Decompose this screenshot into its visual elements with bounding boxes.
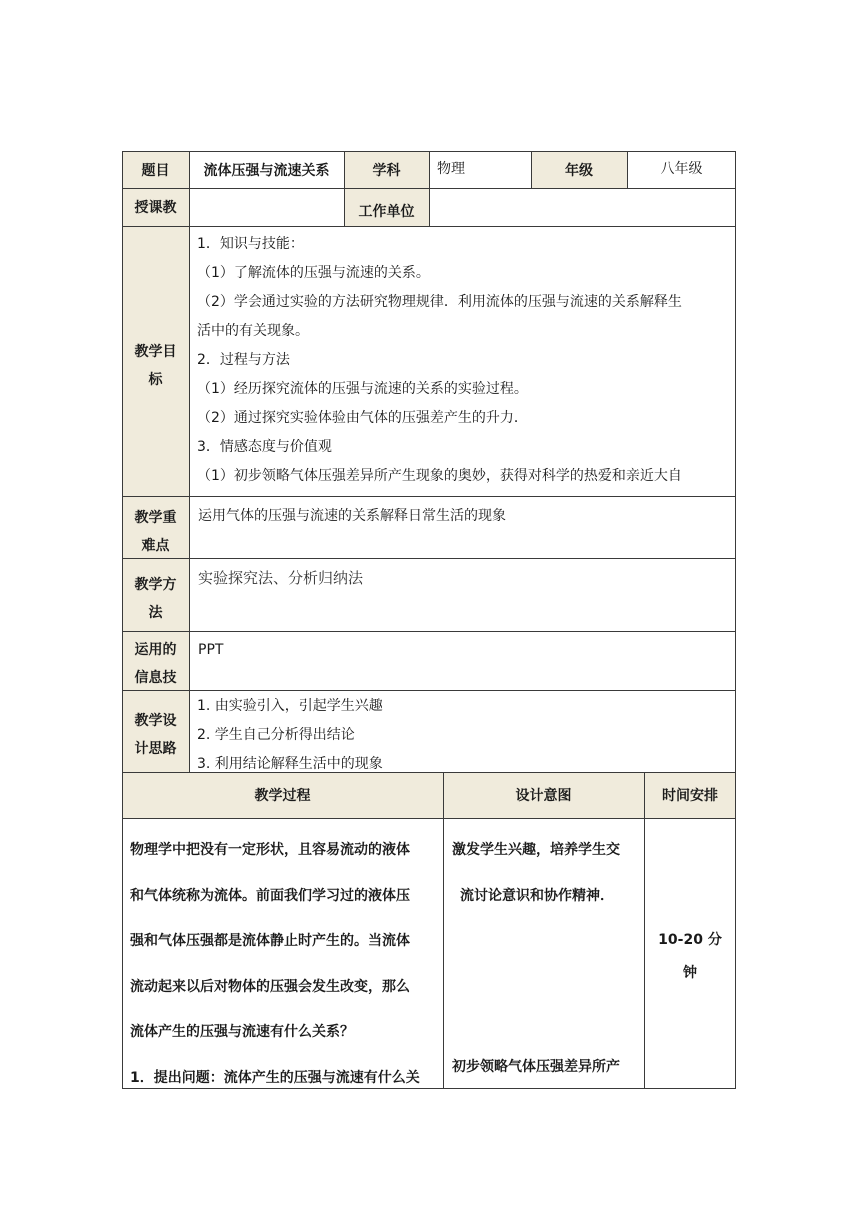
objective-line: 1．知识与技能：	[197, 236, 304, 252]
process-line: 物理学中把没有一定形状，且容易流动的液体	[130, 842, 410, 858]
teacher-label: 授课教	[134, 200, 177, 216]
objective-line: 活中的有关现象。	[197, 323, 309, 339]
difficulty-value: 运用气体的压强与流速的关系解释日常生活的现象	[198, 508, 506, 524]
objective-line: 3．情感态度与价值观	[197, 439, 332, 455]
grade-label: 年级	[565, 162, 593, 179]
design-item: 1. 由实验引入，引起学生兴趣	[197, 698, 383, 714]
col-divider	[531, 151, 532, 188]
tech-label: 运用的信息技	[134, 642, 177, 686]
topic-label: 题目	[141, 162, 170, 179]
process-line: 流体产生的压强与流速有什么关系？	[130, 1024, 354, 1040]
subject-value: 物理	[437, 161, 465, 177]
process-content	[130, 828, 440, 1101]
teacher-value	[189, 188, 344, 226]
process-line: 强和气体压强都是流体静止时产生的。当流体	[130, 933, 410, 949]
row-divider	[122, 631, 736, 632]
intent-line: 激发学生兴趣，培养学生交	[452, 842, 620, 858]
grade-value: 八年级	[660, 161, 703, 177]
col-divider	[443, 772, 444, 1088]
table-border	[122, 151, 123, 1089]
intent-line: 流讨论意识和协作精神．	[460, 887, 614, 904]
topic-value: 流体压强与流速关系	[203, 162, 330, 179]
time-line: 10-20 分	[658, 932, 722, 948]
col-divider	[627, 151, 628, 188]
objective-line: 2．过程与方法	[197, 352, 290, 368]
row-divider	[122, 226, 736, 227]
row-divider	[122, 558, 736, 559]
design-content	[189, 690, 736, 772]
objective-line: （1）初步领略气体压强差异所产生现象的奥妙，获得对科学的热爱和亲近大自	[197, 468, 682, 484]
intent-content	[452, 828, 640, 919]
process-header: 教学过程	[254, 788, 311, 804]
col-divider	[344, 151, 345, 226]
objective-line: （1）经历探究流体的压强与流速的关系的实验过程。	[197, 381, 528, 397]
table-border	[735, 151, 736, 1089]
design-item: 2. 学生自己分析得出结论	[197, 727, 355, 743]
objective-line: （2）通过探究实验体验由气体的压强差产生的升力．	[197, 410, 528, 426]
table-border	[122, 1088, 736, 1089]
objectives-content	[189, 226, 736, 496]
intent-line: 初步领略气体压强差异所产	[452, 1059, 620, 1075]
objective-line: （2）学会通过实验的方法研究物理规律．利用流体的压强与流速的关系解释生	[197, 294, 682, 310]
process-line: 1．提出问题：流体产生的压强与流速有什么关	[130, 1069, 420, 1086]
unit-value	[429, 188, 736, 226]
time-line: 钟	[683, 965, 697, 981]
col-divider	[644, 772, 645, 1088]
design-label: 教学设计思路	[134, 713, 177, 757]
subject-label: 学科	[372, 162, 401, 179]
row-divider	[122, 496, 736, 497]
methods-value: 实验探究法、分析归纳法	[198, 569, 364, 587]
unit-label: 工作单位	[358, 204, 415, 220]
col-divider	[189, 151, 190, 772]
process-line: 流动起来以后对物体的压强会发生改变，那么	[130, 978, 410, 995]
difficulty-label: 教学重难点	[134, 510, 177, 554]
intent-header: 设计意图	[515, 788, 572, 804]
time-content	[644, 918, 736, 983]
time-header: 时间安排	[662, 788, 718, 804]
row-divider	[122, 690, 736, 691]
objective-line: （1）了解流体的压强与流速的关系。	[197, 265, 430, 281]
tech-value: PPT	[198, 642, 224, 658]
design-item: 3. 利用结论解释生活中的现象	[197, 756, 383, 772]
process-line: 和气体统称为流体。前面我们学习过的液体压	[130, 887, 410, 904]
methods-label: 教学方法	[134, 577, 177, 621]
col-divider	[429, 151, 430, 226]
objectives-label: 教学目标	[134, 344, 177, 388]
